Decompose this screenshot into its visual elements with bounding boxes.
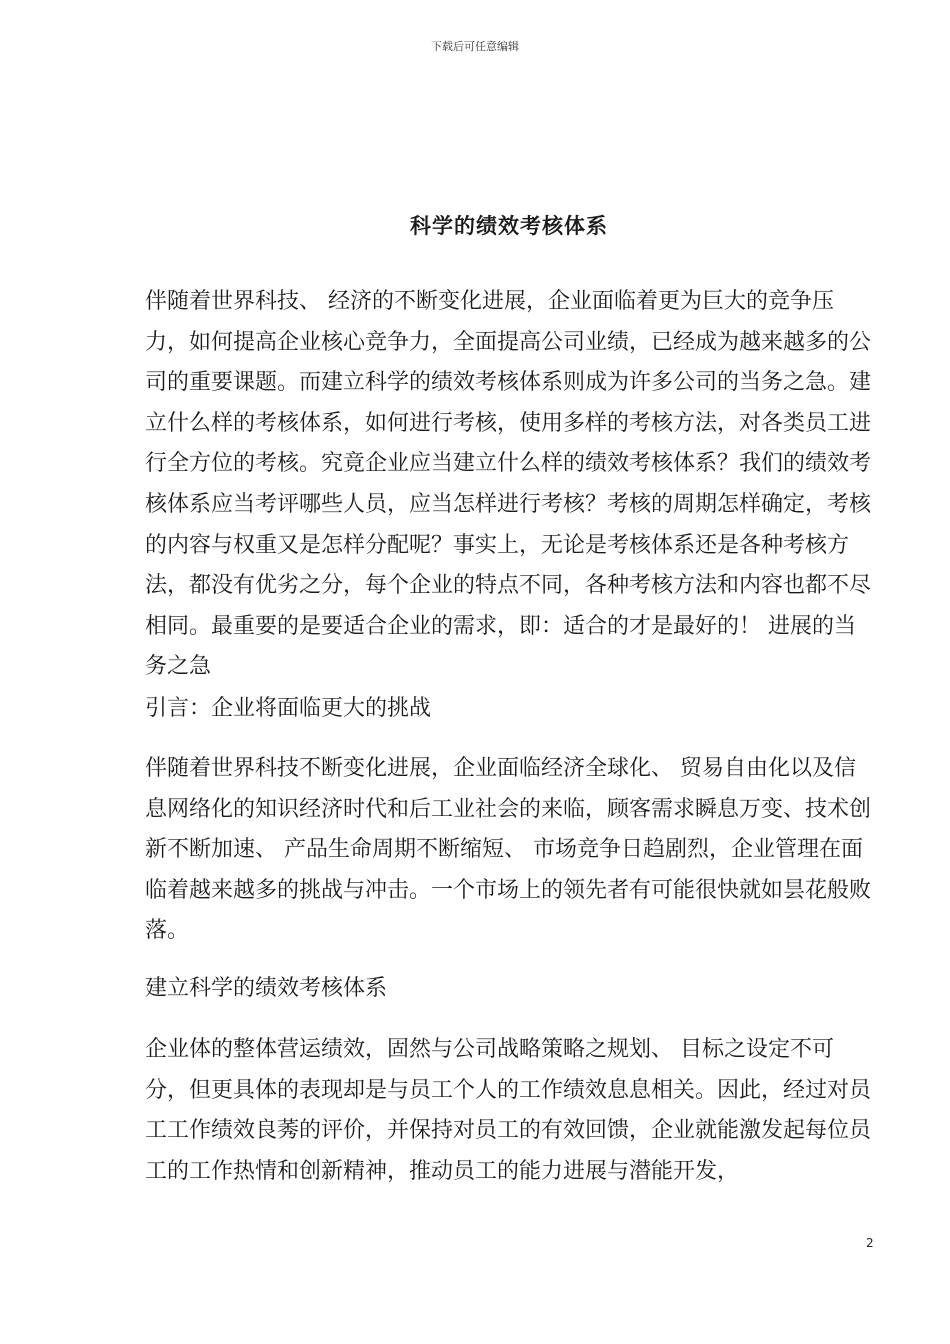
document-title: 科学的绩效考核体系 bbox=[410, 214, 608, 238]
section-heading: 建立科学的绩效考核体系 bbox=[145, 976, 388, 1001]
challenge-paragraph: 伴随着世界科技不断变化进展，企业面临经济全球化、 贸易自由化以及信息网络化的知识经济时代和后工业社会的来临，顾客需求瞬息万变、技术创新不断加速、 产品生命周期不断缩短、 市场竞争日趋剧烈，企业管理在面临着越来越多的挑战与冲击。一个市场上的领先者有可能很快就如昙花般败落。 bbox=[145, 756, 872, 944]
performance-paragraph: 企业体的整体营运绩效，固然与公司战略策略之规划、 目标之设定不可分，但更具体的表现却是与员工个人的工作绩效息息相关。因此，经过对员工工作绩效良莠的评价，并保持对员工的有效回馈，企业就能激发起每位员工的工作热情和创新精神，推动员工的能力进展与潜能开发， bbox=[145, 1037, 872, 1184]
intro-paragraph: 伴随着世界科技、 经济的不断变化进展，企业面临着更为巨大的竞争压力，如何提高企业核心竞争力，全面提高公司业绩，已经成为越来越多的公司的重要课题。而建立科学的绩效考核体系则成为许多公司的当务之急。建立什么样的考核体系，如何进行考核，使用多样的考核方法，对各类员工进行全方位的考核。究竟企业应当建立什么样的绩效考核体系？我们的绩效考核体系应当考评哪些人员，应当怎样进行考核？考核的周期怎样确定，考核的内容与权重又是怎样分配呢？事实上，无论是考核体系还是各种考核方法，都没有优劣之分，每个企业的特点不同，各种考核方法和内容也都不尽相同。最重要的是要适合企业的需求，即：适合的才是最好的！ 进展的当务之急 bbox=[145, 289, 872, 680]
introduction-line: 引言：企业将面临更大的挑战 bbox=[145, 696, 432, 721]
page-number: 2 bbox=[866, 1236, 874, 1250]
page-header-note: 下载后可任意编辑 bbox=[431, 40, 519, 53]
